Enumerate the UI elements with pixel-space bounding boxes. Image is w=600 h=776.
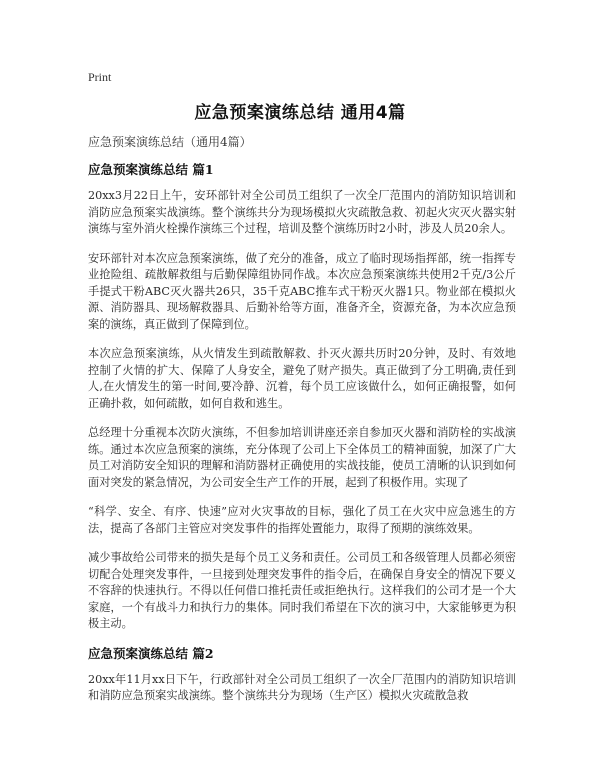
page-title: 应急预案演练总结 通用4篇 [194,103,406,123]
paragraph: 20xx年11月xx日下午，行政部针对全公司员工组织了一次全厂范围内的消防知识培训和消防应急预案实战演练。整个演练共分为现场（生产区）模拟火灾疏散急救 [88,672,516,702]
section-heading-2: 应急预案演练总结 篇2 [88,645,214,661]
section-heading-1: 应急预案演练总结 篇1 [88,162,214,177]
print-link[interactable]: Print [88,70,112,84]
paragraph: 本次应急预案演练，从火情发生到疏散解救、扑灭火源共历时20分钟，及时、有效地控制了火情的扩大、保障了人身安全，避免了财产损失。真正做到了分工明确,责任到人,在火情发生的第一时间,要冷静、沉着，每个员工应该做什么，如何正确报警，如何正确扑救，如何疏散，如何自救和逃生。 [88,347,516,410]
paragraph: 安环部针对本次应急预案演练，做了充分的准备，成立了临时现场指挥部，统一指挥专业抢险组、疏散解救组与后勤保障组协同作战。本次应急预案演练共使用2千克/3公斤手提式干粉ABC灭火器共26只，35千克ABC推车式干粉灭火器1只。物业部在模拟火源、消防器具、现场解救器具、后勤补给等方面，准备齐全，资源充备，为本次应急预案的演练，真正做到了保障到位。 [88,251,516,331]
paragraph: 20xx3月22日上午，安环部针对全公司员工组织了一次全厂范围内的消防知识培训和消防应急预案实战演练。整个演练共分为现场模拟火灾疏散急救、初起火灾灭火器实射演练与室外消火栓操作演练三个过程，培训及整个演练历时2小时，涉及人员20余人。 [88,189,516,235]
document-body [88,162,516,715]
paragraph: 减少事故给公司带来的损失是每个员工义务和责任。公司员工和各级管理人员都必须密切配合处理突发事件，一旦接到处理突发事件的指令后，在确保自身安全的情况下要义不容辞的快速执行。不得以任何借口推托责任或拒绝执行。这样我们的公司才是一个大家庭，一个有战斗力和执行力的集体。同时我们希望在下次的演习中，大家能够更为积极主动。 [88,551,516,630]
paragraph: 总经理十分重视本次防火演练，不但参加培训讲座还亲自参加灭火器和消防栓的实战演练。通过本次应急预案的演练，充分体现了公司上下全体员工的精神面貌，加深了广大员工对消防安全知识的理解和消防器材正确使用的实战技能，使员工清晰的认识到如何面对突发的紧急情况，为公司安全生产工作的开展，起到了积极作用。实现了 [88,426,516,489]
paragraph: “科学、安全、有序、快速”应对火灾事故的目标，强化了员工在火灾中应急逃生的方法，提高了各部门主管应对突发事件的指挥处置能力，取得了预期的演练效果。 [88,505,516,535]
document-subtitle: 应急预案演练总结（通用4篇） [88,135,252,149]
